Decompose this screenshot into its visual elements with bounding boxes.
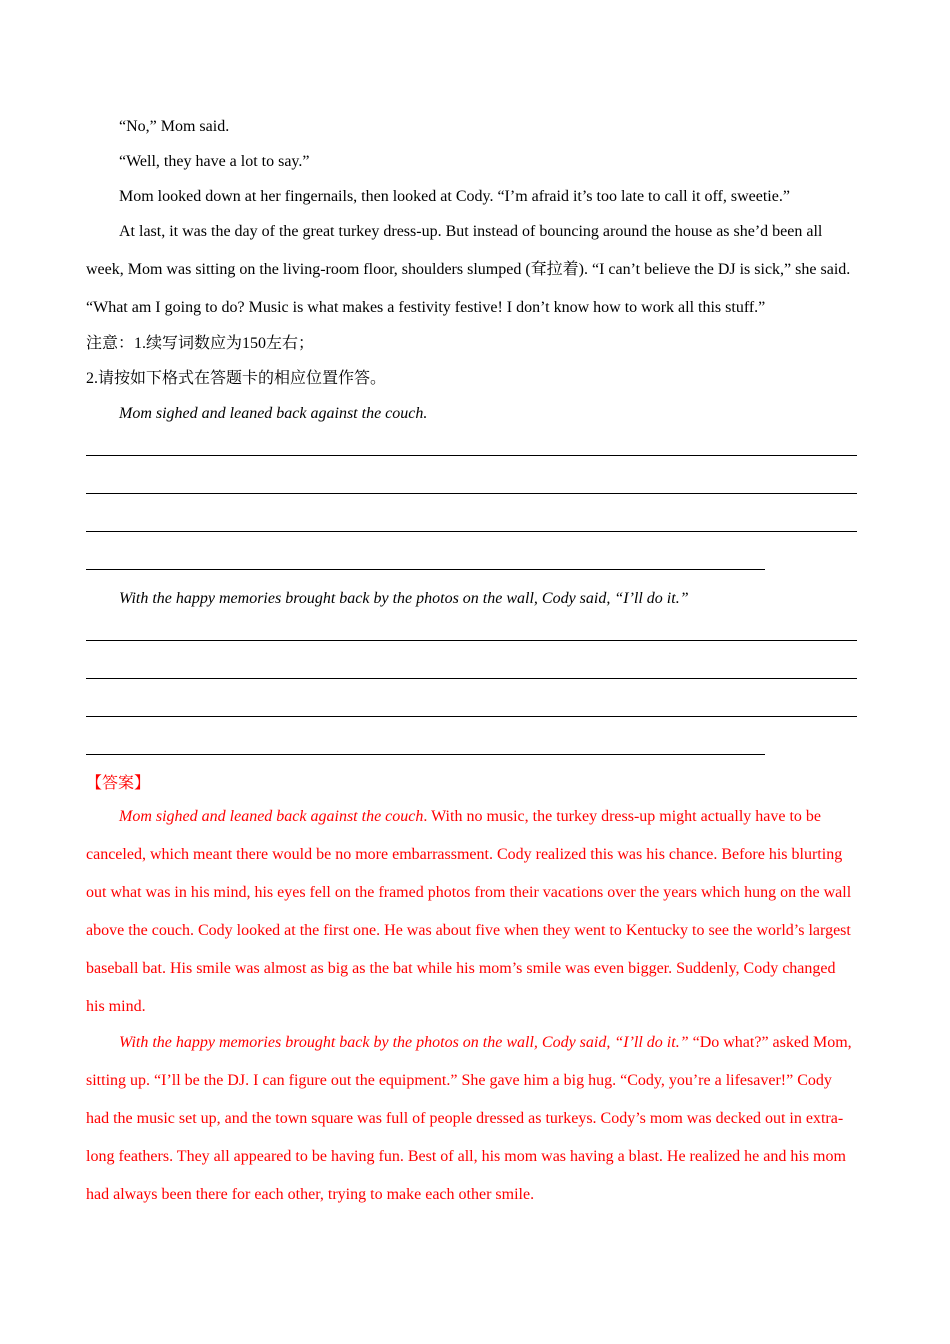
- answer-2-body: “Do what?” asked Mom, sitting up. “I’ll be the DJ. I can figure out the equipment.” She gave him a big hug. “Cody, you’re a lifesaver!” Cody had the music set up, and the town square was full of people dressed as turkeys. Cody’s mom was decked out in extra-long feathers. They all appeared to be having fun. Best of all, his mom was having a blast. He realized he and his mom had always been there for each other, trying to make each other smile.: [86, 1034, 852, 1203]
- answer-2-lead: With the happy memories brought back by the photos on the wall, Cody said, “I’ll do it.”: [119, 1034, 689, 1051]
- dialogue-line-1: “No,” Mom said.: [119, 118, 230, 135]
- answer-paragraph-2: [86, 1024, 858, 1214]
- answer-paragraph-1: [86, 798, 858, 1026]
- answer-line: [86, 640, 857, 641]
- answer-line: [86, 569, 765, 570]
- answer-line: [86, 754, 765, 755]
- prompt-paragraph-1: [86, 404, 858, 424]
- prompt-paragraph-2: [86, 589, 858, 609]
- prompt-1-text: Mom sighed and leaned back against the couch.: [119, 405, 428, 422]
- prompt-2-text: With the happy memories brought back by the photos on the wall, Cody said, “I’ll do it.”: [119, 590, 689, 607]
- note-format: 2.请按如下格式在答题卡的相应位置作答。: [86, 370, 387, 387]
- story-paragraph: At last, it was the day of the great turkey dress-up. But instead of bouncing around the house as she’d been all week, Mom was sitting on the living-room floor, shoulders slumped (耷拉着). “I can’t believe the DJ is sick,” she said. “What am I going to do? Music is what makes a festivity festive! I don’t know how to work all this stuff.”: [86, 223, 851, 316]
- answer-line: [86, 493, 857, 494]
- dialogue-line-2: “Well, they have a lot to say.”: [119, 153, 310, 170]
- answer-1-body: . With no music, the turkey dress-up might actually have to be canceled, which meant there would be no more embarrassment. Cody realized this was his chance. Before his blurting out what was in his mind, his eyes fell on the framed photos from their vacations over the years which hung on the wall above the couch. Cody looked at the first one. He was about five when they went to Kentucky to see the world’s largest baseball bat. His smile was almost as big as the bat while his mom’s smile was even bigger. Suddenly, Cody changed his mind.: [86, 808, 852, 1015]
- dialogue-line-3: Mom looked down at her fingernails, then looked at Cody. “I’m afraid it’s too late to call it off, sweetie.”: [119, 188, 790, 205]
- answer-line: [86, 678, 857, 679]
- answer-1-lead: Mom sighed and leaned back against the couch: [119, 808, 424, 825]
- answer-line: [86, 455, 857, 456]
- answer-line: [86, 531, 857, 532]
- answer-heading: 【答案】: [86, 775, 151, 792]
- note-word-count: 注意：1.续写词数应为150左右；: [86, 335, 315, 352]
- answer-line: [86, 716, 857, 717]
